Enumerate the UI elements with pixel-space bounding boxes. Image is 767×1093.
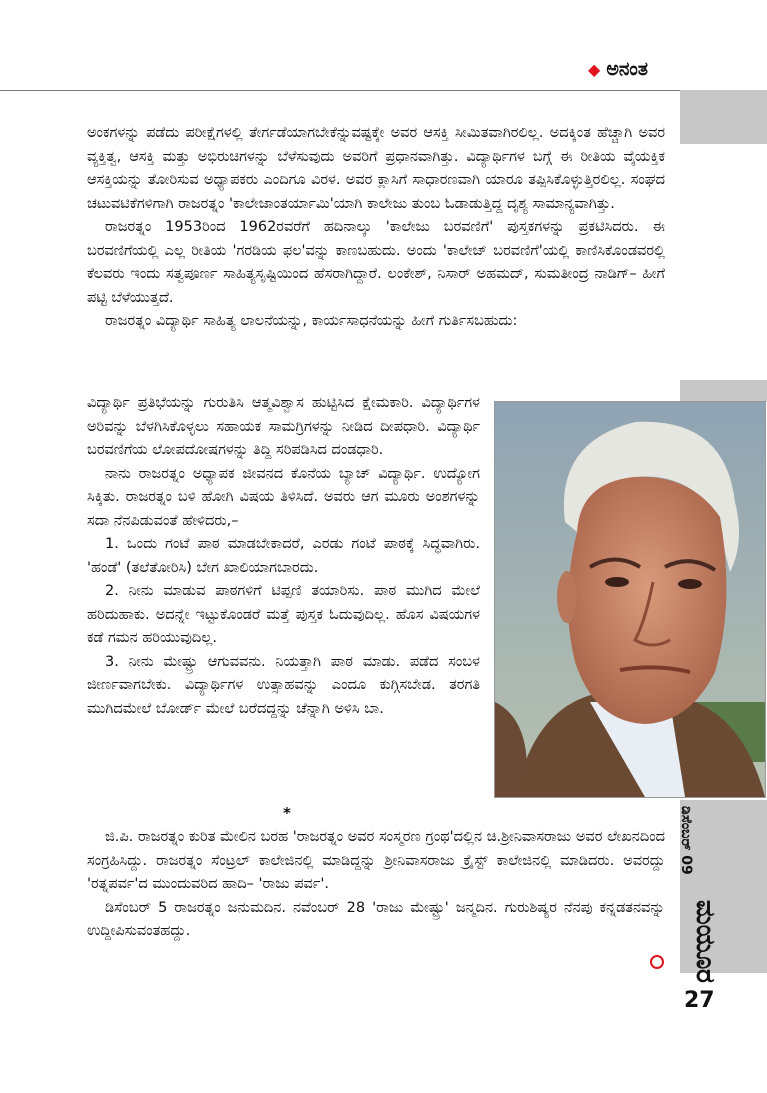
magazine-name-text: ಮಯೂರ (690, 900, 720, 983)
list-item: 3. ನೀನು ಮೇಷ್ಟ್ರು ಆಗುವವನು. ನಿಯತ್ತಾಗಿ ಪಾಠ ಮಾಡು. ಪಡೆದ ಸಂಬಳ ಜೀರ್ಣವಾಗಬೇಕು. ವಿದ್ಯಾರ್ಥಿಗಳ ಉತ್ಸಾಹವನ್ನು ಎಂದೂ ಕುಗ್ಗಿಸಬೇಡ. ತರಗತಿ ಮುಗಿದಮೇಲೆ ಬೋರ್ಡ್ ಮೇಲೆ ಬರೆದದ್ದನ್ನು ಚೆನ್ನಾಗಿ ಅಳಿಸಿ ಬಾ. (87, 653, 480, 717)
portrait-photo (494, 401, 766, 798)
paragraph: ಅಂಕಗಳನ್ನು ಪಡೆದು ಪರೀಕ್ಷೆಗಳಲ್ಲಿ ತೇರ್ಗಡೆಯಾಗಬೇಕೆನ್ನುವಷ್ಟಕ್ಕೇ ಅವರ ಆಸಕ್ತಿ ಸೀಮಿತವಾಗಿರಲಿಲ್ಲ. ಅದಕ್ಕಿಂತ ಹೆಚ್ಚಾಗಿ ಅವರ ವ್ಯಕ್ತಿತ್ವ, ಆಸಕ್ತಿ ಮತ್ತು ಅಭಿರುಚಿಗಳನ್ನು ಬೆಳೆಸುವುದು ಅವರಿಗೆ ಪ್ರಧಾನವಾಗಿತ್ತು. ವಿದ್ಯಾರ್ಥಿಗಳ ಬಗ್ಗೆ ಈ ರೀತಿಯ ವೈಯಕ್ತಿಕ ಆಸಕ್ತಿಯನ್ನು ತೋರಿಸುವ ಅಧ್ಯಾಪಕರು ಎಂದಿಗೂ ವಿರಳ. ಅವರ ಕ್ಲಾಸಿಗೆ ಸಾಧಾರಣವಾಗಿ ಯಾರೂ ತಪ್ಪಿಸಿಕೊಳ್ಳುತ್ತಿರಲಿಲ್ಲ. ಸಂಘದ ಚಟುವಟಿಕೆಗಳಿಗಾಗಿ ರಾಜರತ್ನಂ 'ಕಾಲೇಜಾಂತರ್ಯಾಮಿ'ಯಾಗಿ ಕಾಲೇಜು ತುಂಬ ಓಡಾಡುತ್ತಿದ್ದ ದೃಶ್ಯ ಸಾಮಾನ್ಯವಾಗಿತ್ತು. (87, 125, 665, 212)
paragraph: ರಾಜರತ್ನಂ ವಿದ್ಯಾರ್ಥಿ ಸಾಹಿತ್ಯ ಲಾಲನೆಯನ್ನು, ಕಾರ್ಯಸಾಧನೆಯನ್ನು ಹೀಗೆ ಗುರ್ತಿಸಬಹುದು: (105, 313, 518, 329)
paragraph: ನಾನು ರಾಜರತ್ನಂ ಅಧ್ಯಾಪಕ ಜೀವನದ ಕೊನೆಯ ಬ್ಯಾಚ್ ವಿದ್ಯಾರ್ಥಿ. ಉದ್ಯೋಗ ಸಿಕ್ಕಿತು. ರಾಜರತ್ನಂ ಬಳಿ ಹೋಗಿ ವಿಷಯ ತಿಳಿಸಿದೆ. ಅವರು ಆಗ ಮೂರು ಅಂಶಗಳನ್ನು ಸದಾ ನೆನಪಿಡುವಂತೆ ಹೇಳಿದರು,– (87, 465, 480, 529)
paragraph: ರಾಜರತ್ನಂ 1953ರಿಂದ 1962ರವರೆಗೆ ಹದಿನಾಲ್ಕು 'ಕಾಲೇಜು ಬರವಣಿಗೆ' ಪುಸ್ತಕಗಳನ್ನು ಪ್ರಕಟಿಸಿದರು. ಈ ಬರವಣಿಗೆಯಲ್ಲಿ ಎಲ್ಲ ರೀತಿಯ 'ಗರಡಿಯ ಫಲ'ವನ್ನು ಕಾಣಬಹುದು. ಅಂದು 'ಕಾಲೇಜ್ ಬರವಣಿಗೆ'ಯಲ್ಲಿ ಕಾಣಿಸಿಕೊಂಡವರಲ್ಲಿ ಕೆಲವರು ಇಂದು ಸತ್ವಪೂರ್ಣ ಸಾಹಿತ್ಯಸೃಷ್ಟಿಯಿಂದ ಹೆಸರಾಗಿದ್ದಾರೆ. ಲಂಕೇಶ್, ನಿಸಾರ್ ಅಹಮದ್, ಸುಮತೀಂದ್ರ ನಾಡಿಗ್‌– ಹೀಗೆ ಪಟ್ಟಿ ಬೆಳೆಯುತ್ತದೆ. (87, 219, 665, 306)
paragraph: ಜಿ.ಪಿ. ರಾಜರತ್ನಂ ಕುರಿತ ಮೇಲಿನ ಬರಹ 'ರಾಜರತ್ನಂ ಅವರ ಸಂಸ್ಮರಣ ಗ್ರಂಥ'ದಲ್ಲಿನ ಚಿ.ಶ್ರೀನಿವಾಸರಾಜು ಅವರ ಲೇಖನದಿಂದ ಸಂಗ್ರಹಿಸಿದ್ದು. ರಾಜರತ್ನಂ ಸೆಂಟ್ರಲ್ ಕಾಲೇಜಿನಲ್ಲಿ ಮಾಡಿದ್ದನ್ನು ಶ್ರೀನಿವಾಸರಾಜು ಕ್ರೈಸ್ಟ್ ಕಾಲೇಜಿನಲ್ಲಿ ಮಾಡಿದರು. ಅವರದ್ದು 'ರತ್ನಪರ್ವ'ದ ಮುಂದುವರಿದ ಹಾದಿ– 'ರಾಜು ಪರ್ವ'. (87, 829, 665, 892)
diamond-icon: ◆ (588, 60, 601, 79)
article-body-column (87, 392, 480, 721)
section-title-text: ಅನಂತ (606, 58, 648, 80)
section-title (588, 58, 648, 80)
magazine-name (690, 900, 722, 983)
issue-date-text: ಡಿಸೆಂಬರ್ 09 (678, 806, 694, 875)
article-body-bottom (87, 826, 665, 944)
header-rule (0, 90, 680, 91)
list-item: 1. ಒಂದು ಗಂಟೆ ಪಾಠ ಮಾಡಬೇಕಾದರೆ, ಎರಡು ಗಂಟೆ ಪಾಠಕ್ಕೆ ಸಿದ್ಧವಾಗಿರು. 'ಹಂಡೆ' (ತಲೆತೋರಿಸಿ) ಬೇಗ ಖಾಲಿಯಾಗಬಾರದು. (87, 536, 480, 576)
page-number: 27 (684, 988, 715, 1013)
end-mark-icon (650, 955, 664, 969)
margin-tab-middle (680, 380, 767, 402)
paragraph: ಡಿಸೆಂಬರ್ 5 ರಾಜರತ್ನಂ ಜನುಮದಿನ. ನವೆಂಬರ್ 28 'ರಾಜು ಮೇಷ್ಟ್ರು' ಜನ್ಮದಿನ. ಗುರುಶಿಷ್ಯರ ನೆನಪು ಕನ್ನಡತನವನ್ನು ಉದ್ದೀಪಿಸುವಂತಹದ್ದು. (87, 899, 665, 939)
list-item: 2. ನೀನು ಮಾಡುವ ಪಾಠಗಳಿಗೆ ಟಿಪ್ಪಣಿ ತಯಾರಿಸು. ಪಾಠ ಮುಗಿದ ಮೇಲೆ ಹರಿದುಹಾಕು. ಅದನ್ನೇ ಇಟ್ಟುಕೊಂಡರೆ ಮತ್ತೆ ಪುಸ್ತಕ ಓದುವುದಿಲ್ಲ. ಹೊಸ ವಿಷಯಗಳ ಕಡೆ ಗಮನ ಹರಿಯುವುದಿಲ್ಲ. (87, 583, 480, 646)
margin-tab-top (680, 90, 767, 144)
article-body-top (87, 122, 665, 334)
paragraph: ವಿದ್ಯಾರ್ಥಿ ಪ್ರತಿಭೆಯನ್ನು ಗುರುತಿಸಿ ಆತ್ಮವಿಶ್ವಾಸ ಹುಟ್ಟಿಸಿದ ಕ್ಷೇಮಕಾರಿ. ವಿದ್ಯಾರ್ಥಿಗಳ ಅರಿವನ್ನು ಬೆಳಗಿಸಿಕೊಳ್ಳಲು ಸಹಾಯಕ ಸಾಮಗ್ರಿಗಳನ್ನು ನೀಡಿದ ದೀಪಧಾರಿ. ವಿದ್ಯಾರ್ಥಿ ಬರವಣಿಗೆಯ ಲೋಪದೋಷಗಳನ್ನು ತಿದ್ದಿ ಸರಿಪಡಿಸಿದ ದಂಡಧಾರಿ. (87, 395, 480, 458)
section-separator: * (283, 804, 291, 822)
